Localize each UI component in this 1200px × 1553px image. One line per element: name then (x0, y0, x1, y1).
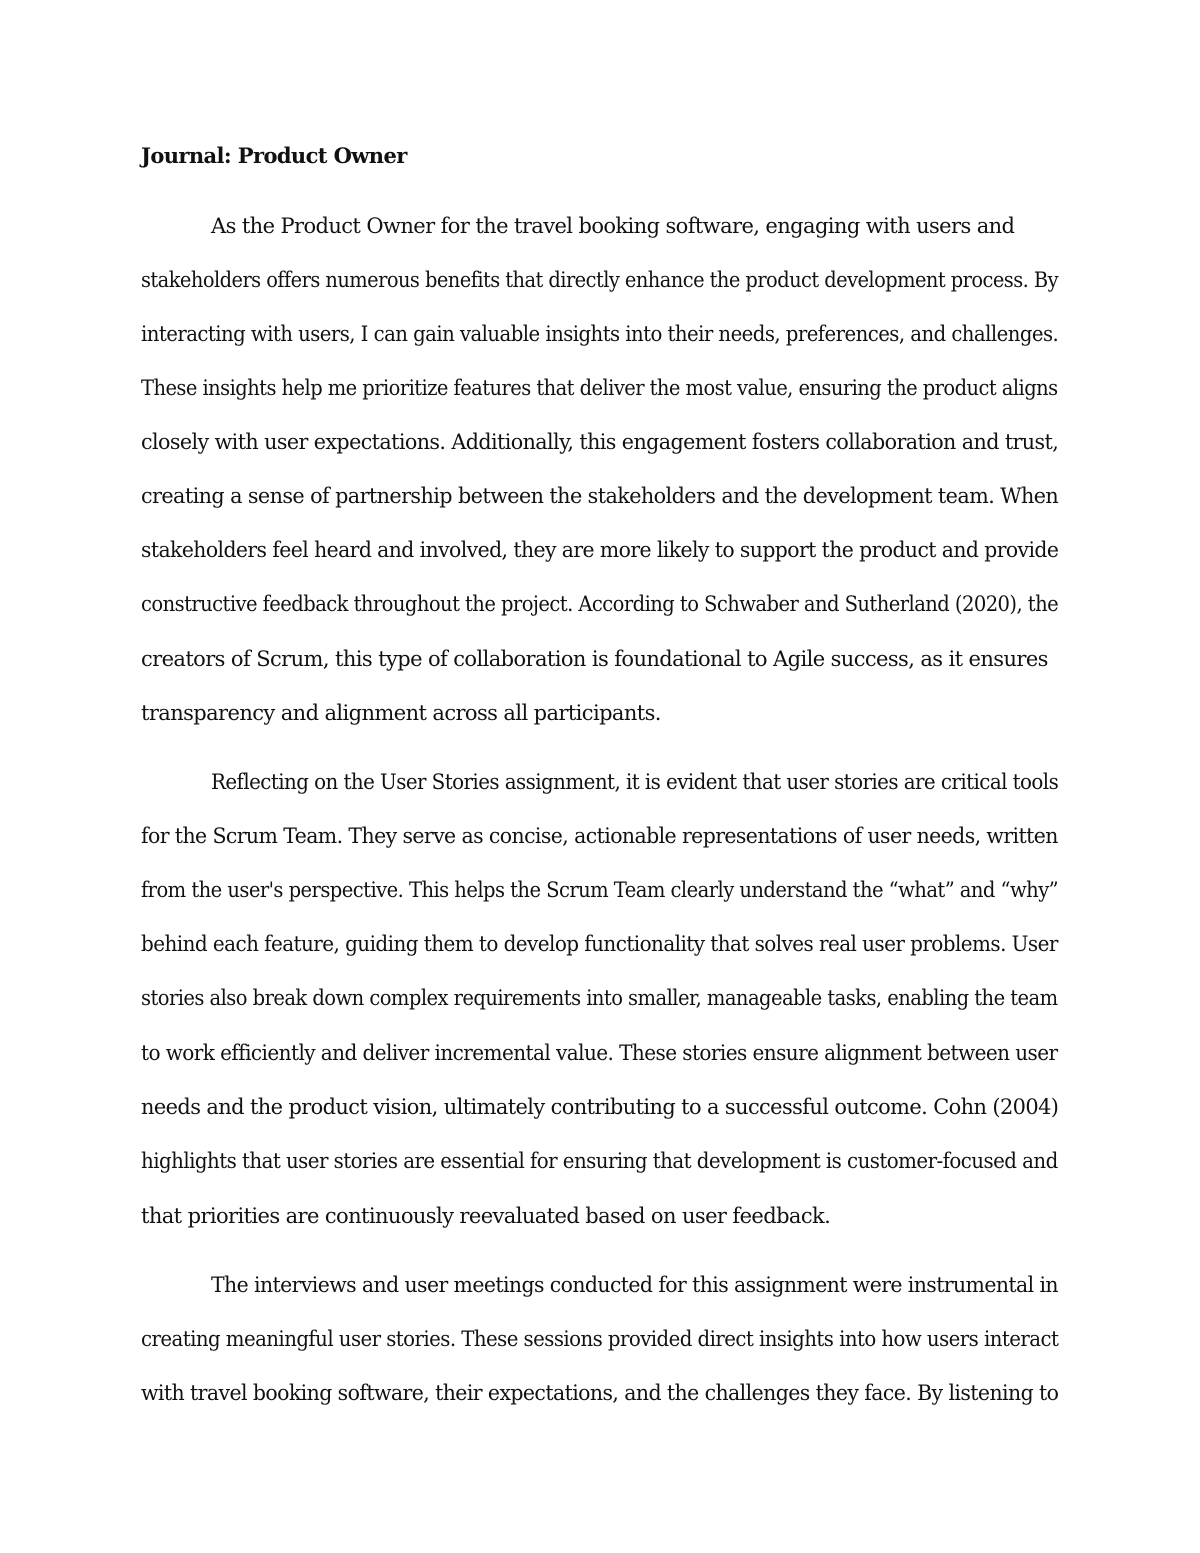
paragraph-line: constructive feedback throughout the project. According to Schwaber and Sutherland (2020), the (141, 592, 1059, 616)
paragraph-line: to work efficiently and deliver incremental value. These stories ensure alignment between user (141, 1041, 1058, 1065)
paragraph-line: interacting with users, I can gain valuable insights into their needs, preferences, and challenges. (141, 322, 1059, 346)
paragraph-line: with travel booking software, their expectations, and the challenges they face. By listening to (141, 1381, 1059, 1405)
paragraph-line: that priorities are continuously reevaluated based on user feedback. (141, 1204, 831, 1228)
paragraph-line: closely with user expectations. Additionally, this engagement fosters collaboration and trust, (141, 430, 1059, 454)
paragraph-line: stakeholders feel heard and involved, they are more likely to support the product and provide (141, 538, 1059, 562)
paragraph-line: for the Scrum Team. They serve as concise, actionable representations of user needs, written (141, 824, 1058, 848)
paragraph-line: creating meaningful user stories. These sessions provided direct insights into how users interact (141, 1327, 1059, 1351)
paragraph-line: These insights help me prioritize features that deliver the most value, ensuring the product aligns (141, 376, 1058, 400)
paragraph-line: creators of Scrum, this type of collaboration is foundational to Agile success, as it ensures (141, 647, 1048, 671)
document-title: Journal: Product Owner (141, 143, 407, 168)
paragraph-line: Reflecting on the User Stories assignment, it is evident that user stories are critical tools (211, 770, 1059, 794)
paragraph-line: The interviews and user meetings conducted for this assignment were instrumental in (211, 1273, 1059, 1297)
paragraph-line: As the Product Owner for the travel booking software, engaging with users and (211, 214, 1015, 238)
paragraph-line: creating a sense of partnership between the stakeholders and the development team. When (141, 484, 1059, 508)
paragraph-line: needs and the product vision, ultimately contributing to a successful outcome. Cohn (2004) (141, 1095, 1059, 1119)
paragraph-line: from the user's perspective. This helps the Scrum Team clearly understand the “what” and “why” (141, 878, 1059, 902)
paragraph-line: behind each feature, guiding them to develop functionality that solves real user problems. User (141, 932, 1058, 956)
paragraph-line: transparency and alignment across all participants. (141, 701, 661, 725)
paragraph-line: highlights that user stories are essential for ensuring that development is customer-focused and (141, 1149, 1058, 1173)
paragraph-line: stories also break down complex requirements into smaller, manageable tasks, enabling the team (141, 986, 1058, 1010)
paragraph-line: stakeholders offers numerous benefits that directly enhance the product development process. By (141, 268, 1059, 292)
